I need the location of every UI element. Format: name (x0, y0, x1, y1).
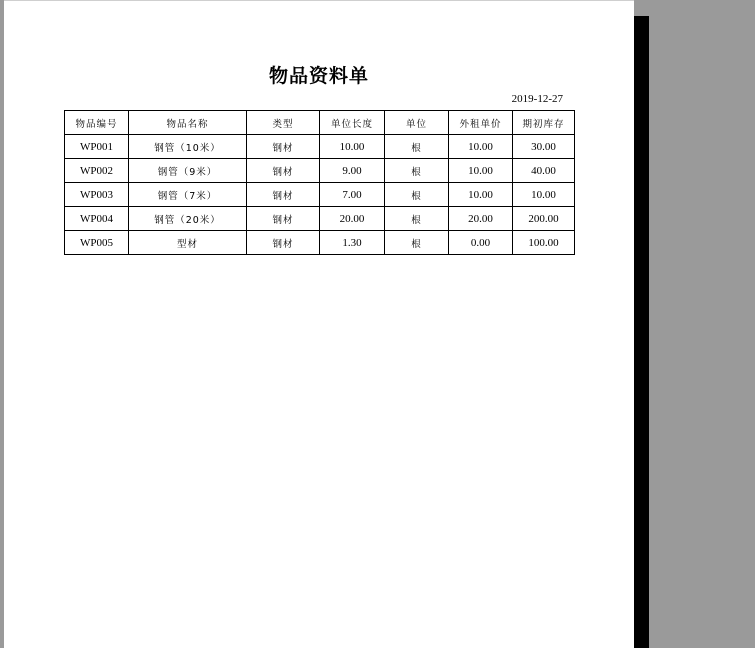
cell-unit-length: 20.00 (320, 207, 385, 231)
cell-item-name: 型材 (129, 231, 247, 255)
cell-unit: 根 (385, 159, 449, 183)
table-row (65, 135, 575, 159)
cell-rental-price: 10.00 (449, 135, 513, 159)
header-unit: 单位 (385, 111, 449, 135)
cell-unit-length: 7.00 (320, 183, 385, 207)
table-header-row (65, 111, 575, 135)
cell-rental-price: 0.00 (449, 231, 513, 255)
header-item-code: 物品编号 (65, 111, 129, 135)
table-row (65, 231, 575, 255)
table-row (65, 207, 575, 231)
cell-opening-stock: 100.00 (513, 231, 575, 255)
cell-unit: 根 (385, 207, 449, 231)
cell-type: 钢材 (247, 135, 320, 159)
header-unit-length: 单位长度 (320, 111, 385, 135)
cell-unit-length: 1.30 (320, 231, 385, 255)
cell-type: 钢材 (247, 231, 320, 255)
items-table (64, 110, 575, 255)
header-opening-stock: 期初库存 (513, 111, 575, 135)
cell-item-name: 钢管（10米） (129, 135, 247, 159)
cell-unit: 根 (385, 135, 449, 159)
table-row (65, 159, 575, 183)
cell-rental-price: 10.00 (449, 159, 513, 183)
cell-item-name: 钢管（20米） (129, 207, 247, 231)
cell-item-name: 钢管（7米） (129, 183, 247, 207)
cell-unit-length: 9.00 (320, 159, 385, 183)
header-item-name: 物品名称 (129, 111, 247, 135)
header-type: 类型 (247, 111, 320, 135)
cell-unit-length: 10.00 (320, 135, 385, 159)
cell-item-name: 钢管（9米） (129, 159, 247, 183)
page-shadow (634, 16, 649, 648)
cell-item-code: WP003 (65, 183, 129, 207)
cell-rental-price: 20.00 (449, 207, 513, 231)
cell-opening-stock: 200.00 (513, 207, 575, 231)
document-page (4, 0, 634, 648)
cell-unit: 根 (385, 231, 449, 255)
document-title: 物品资料单 (268, 65, 369, 87)
cell-type: 钢材 (247, 159, 320, 183)
header-rental-price: 外租单价 (449, 111, 513, 135)
cell-opening-stock: 30.00 (513, 135, 575, 159)
cell-opening-stock: 10.00 (513, 183, 575, 207)
cell-type: 钢材 (247, 183, 320, 207)
document-date: 2019-12-27 (511, 93, 563, 105)
cell-item-code: WP002 (65, 159, 129, 183)
cell-item-code: WP004 (65, 207, 129, 231)
cell-opening-stock: 40.00 (513, 159, 575, 183)
cell-unit: 根 (385, 183, 449, 207)
cell-item-code: WP001 (65, 135, 129, 159)
table-row (65, 183, 575, 207)
cell-item-code: WP005 (65, 231, 129, 255)
cell-rental-price: 10.00 (449, 183, 513, 207)
cell-type: 钢材 (247, 207, 320, 231)
